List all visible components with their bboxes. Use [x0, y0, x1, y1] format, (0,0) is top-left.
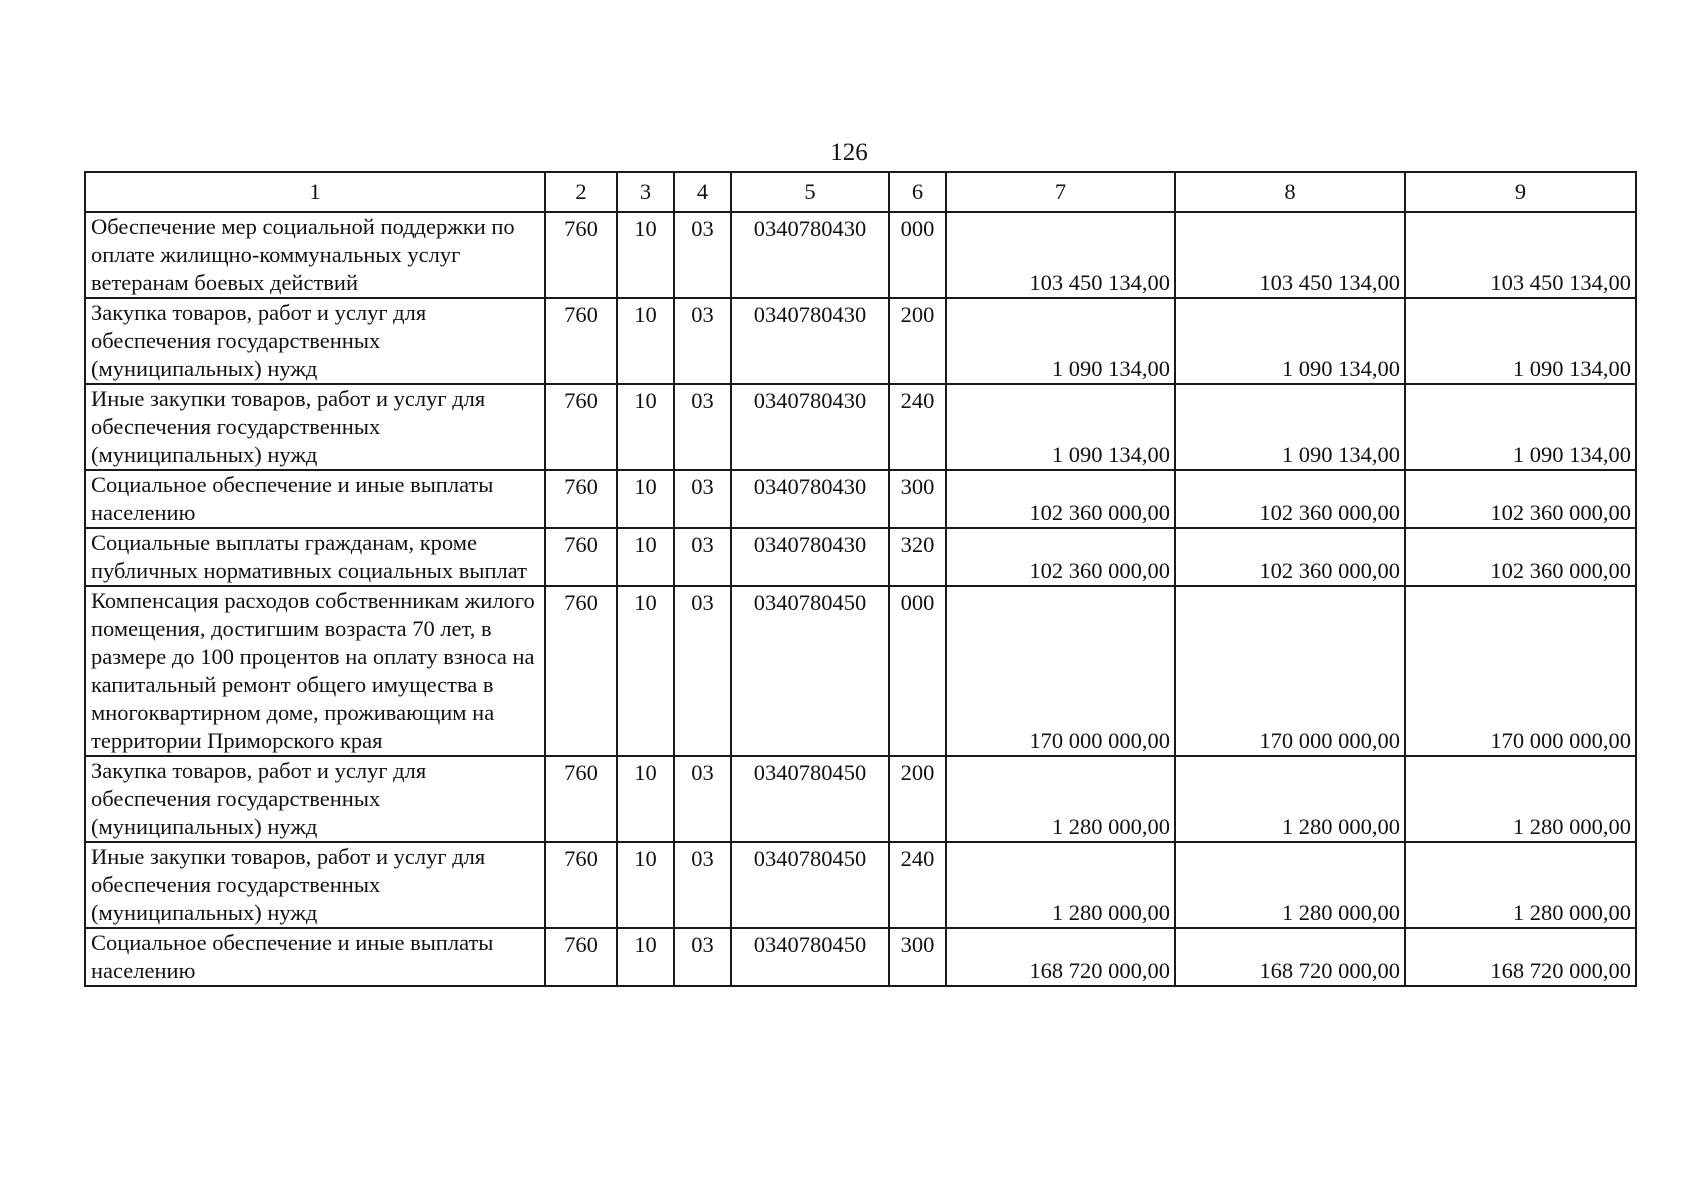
row-amount-col7-cell: 1 280 000,00: [946, 842, 1175, 928]
row-name-cell: Социальное обеспечение и иные выплаты населению: [85, 928, 545, 986]
table-row: [85, 298, 1636, 384]
row-amount-col7-cell: 1 280 000,00: [946, 756, 1175, 842]
table-header-row: [85, 172, 1636, 212]
row-amount-col7-cell: 168 720 000,00: [946, 928, 1175, 986]
row-amount-col9-cell: 1 280 000,00: [1405, 842, 1636, 928]
row-col4-cell: 03: [674, 384, 731, 470]
row-col6-cell: 200: [889, 298, 946, 384]
row-col4-cell: 03: [674, 528, 731, 586]
row-col5-cell: 0340780450: [731, 842, 889, 928]
row-col3-cell: 10: [617, 586, 674, 756]
row-col6-cell: 000: [889, 212, 946, 298]
row-col4-cell: 03: [674, 470, 731, 528]
header-cell-9: 9: [1405, 172, 1636, 212]
row-col4-cell: 03: [674, 928, 731, 986]
header-cell-5: 5: [731, 172, 889, 212]
row-name-cell: Обеспечение мер социальной поддержки по оплате жилищно-коммунальных услуг ветеранам боевых действий: [85, 212, 545, 298]
row-col6-cell: 200: [889, 756, 946, 842]
row-col3-cell: 10: [617, 470, 674, 528]
row-amount-col9-cell: 103 450 134,00: [1405, 212, 1636, 298]
row-amount-col7-cell: 1 090 134,00: [946, 298, 1175, 384]
header-cell-3: 3: [617, 172, 674, 212]
row-amount-col8-cell: 170 000 000,00: [1175, 586, 1405, 756]
row-amount-col9-cell: 102 360 000,00: [1405, 470, 1636, 528]
row-amount-col8-cell: 1 280 000,00: [1175, 842, 1405, 928]
row-amount-col7-cell: 170 000 000,00: [946, 586, 1175, 756]
row-col2-cell: 760: [545, 298, 617, 384]
row-amount-col7-cell: 1 090 134,00: [946, 384, 1175, 470]
row-name-cell: Иные закупки товаров, работ и услуг для обеспечения государственных (муниципальных) нужд: [85, 842, 545, 928]
row-amount-col8-cell: 102 360 000,00: [1175, 470, 1405, 528]
row-col5-cell: 0340780430: [731, 384, 889, 470]
row-col5-cell: 0340780430: [731, 212, 889, 298]
row-col6-cell: 300: [889, 928, 946, 986]
row-name-cell: Закупка товаров, работ и услуг для обеспечения государственных (муниципальных) нужд: [85, 298, 545, 384]
row-name-cell: Социальное обеспечение и иные выплаты населению: [85, 470, 545, 528]
row-col3-cell: 10: [617, 212, 674, 298]
row-col2-cell: 760: [545, 756, 617, 842]
row-col4-cell: 03: [674, 756, 731, 842]
row-amount-col9-cell: 102 360 000,00: [1405, 528, 1636, 586]
row-col3-cell: 10: [617, 842, 674, 928]
header-cell-7: 7: [946, 172, 1175, 212]
row-col6-cell: 320: [889, 528, 946, 586]
table-row: [85, 528, 1636, 586]
table-row: [85, 756, 1636, 842]
row-amount-col9-cell: 168 720 000,00: [1405, 928, 1636, 986]
page-number: 126: [830, 139, 868, 166]
row-col2-cell: 760: [545, 384, 617, 470]
budget-table: [84, 171, 1637, 987]
row-amount-col8-cell: 102 360 000,00: [1175, 528, 1405, 586]
row-amount-col9-cell: 170 000 000,00: [1405, 586, 1636, 756]
table-row: [85, 842, 1636, 928]
header-cell-4: 4: [674, 172, 731, 212]
row-col2-cell: 760: [545, 528, 617, 586]
table-row: [85, 470, 1636, 528]
row-name-cell: Компенсация расходов собственникам жилого помещения, достигшим возраста 70 лет, в размере до 100 процентов на оплату взноса на капитальный ремонт общего имущества в многоквартирном доме, проживающим на территории Приморского края: [85, 586, 545, 756]
table-body: [85, 172, 1636, 986]
row-col4-cell: 03: [674, 298, 731, 384]
row-name-cell: Закупка товаров, работ и услуг для обеспечения государственных (муниципальных) нужд: [85, 756, 545, 842]
row-col3-cell: 10: [617, 928, 674, 986]
row-col3-cell: 10: [617, 298, 674, 384]
table-row: [85, 586, 1636, 756]
row-col2-cell: 760: [545, 212, 617, 298]
row-amount-col7-cell: 102 360 000,00: [946, 470, 1175, 528]
table-row: [85, 384, 1636, 470]
header-cell-6: 6: [889, 172, 946, 212]
row-col2-cell: 760: [545, 928, 617, 986]
row-col6-cell: 300: [889, 470, 946, 528]
row-amount-col8-cell: 168 720 000,00: [1175, 928, 1405, 986]
row-col3-cell: 10: [617, 528, 674, 586]
row-col2-cell: 760: [545, 842, 617, 928]
row-amount-col8-cell: 103 450 134,00: [1175, 212, 1405, 298]
row-amount-col7-cell: 103 450 134,00: [946, 212, 1175, 298]
row-col6-cell: 240: [889, 842, 946, 928]
row-amount-col8-cell: 1 280 000,00: [1175, 756, 1405, 842]
row-col5-cell: 0340780430: [731, 298, 889, 384]
row-amount-col7-cell: 102 360 000,00: [946, 528, 1175, 586]
header-cell-1: 1: [85, 172, 545, 212]
header-cell-2: 2: [545, 172, 617, 212]
row-amount-col9-cell: 1 090 134,00: [1405, 384, 1636, 470]
table-row: [85, 928, 1636, 986]
row-col5-cell: 0340780450: [731, 928, 889, 986]
row-col4-cell: 03: [674, 842, 731, 928]
row-col2-cell: 760: [545, 470, 617, 528]
table-row: [85, 212, 1636, 298]
row-col6-cell: 000: [889, 586, 946, 756]
row-col3-cell: 10: [617, 756, 674, 842]
row-amount-col8-cell: 1 090 134,00: [1175, 298, 1405, 384]
row-col5-cell: 0340780430: [731, 470, 889, 528]
row-name-cell: Иные закупки товаров, работ и услуг для обеспечения государственных (муниципальных) нужд: [85, 384, 545, 470]
header-cell-8: 8: [1175, 172, 1405, 212]
row-col5-cell: 0340780450: [731, 756, 889, 842]
row-col6-cell: 240: [889, 384, 946, 470]
row-col3-cell: 10: [617, 384, 674, 470]
row-col4-cell: 03: [674, 586, 731, 756]
row-col2-cell: 760: [545, 586, 617, 756]
row-amount-col9-cell: 1 090 134,00: [1405, 298, 1636, 384]
row-name-cell: Социальные выплаты гражданам, кроме публичных нормативных социальных выплат: [85, 528, 545, 586]
row-amount-col9-cell: 1 280 000,00: [1405, 756, 1636, 842]
row-col5-cell: 0340780450: [731, 586, 889, 756]
row-amount-col8-cell: 1 090 134,00: [1175, 384, 1405, 470]
row-col5-cell: 0340780430: [731, 528, 889, 586]
row-col4-cell: 03: [674, 212, 731, 298]
